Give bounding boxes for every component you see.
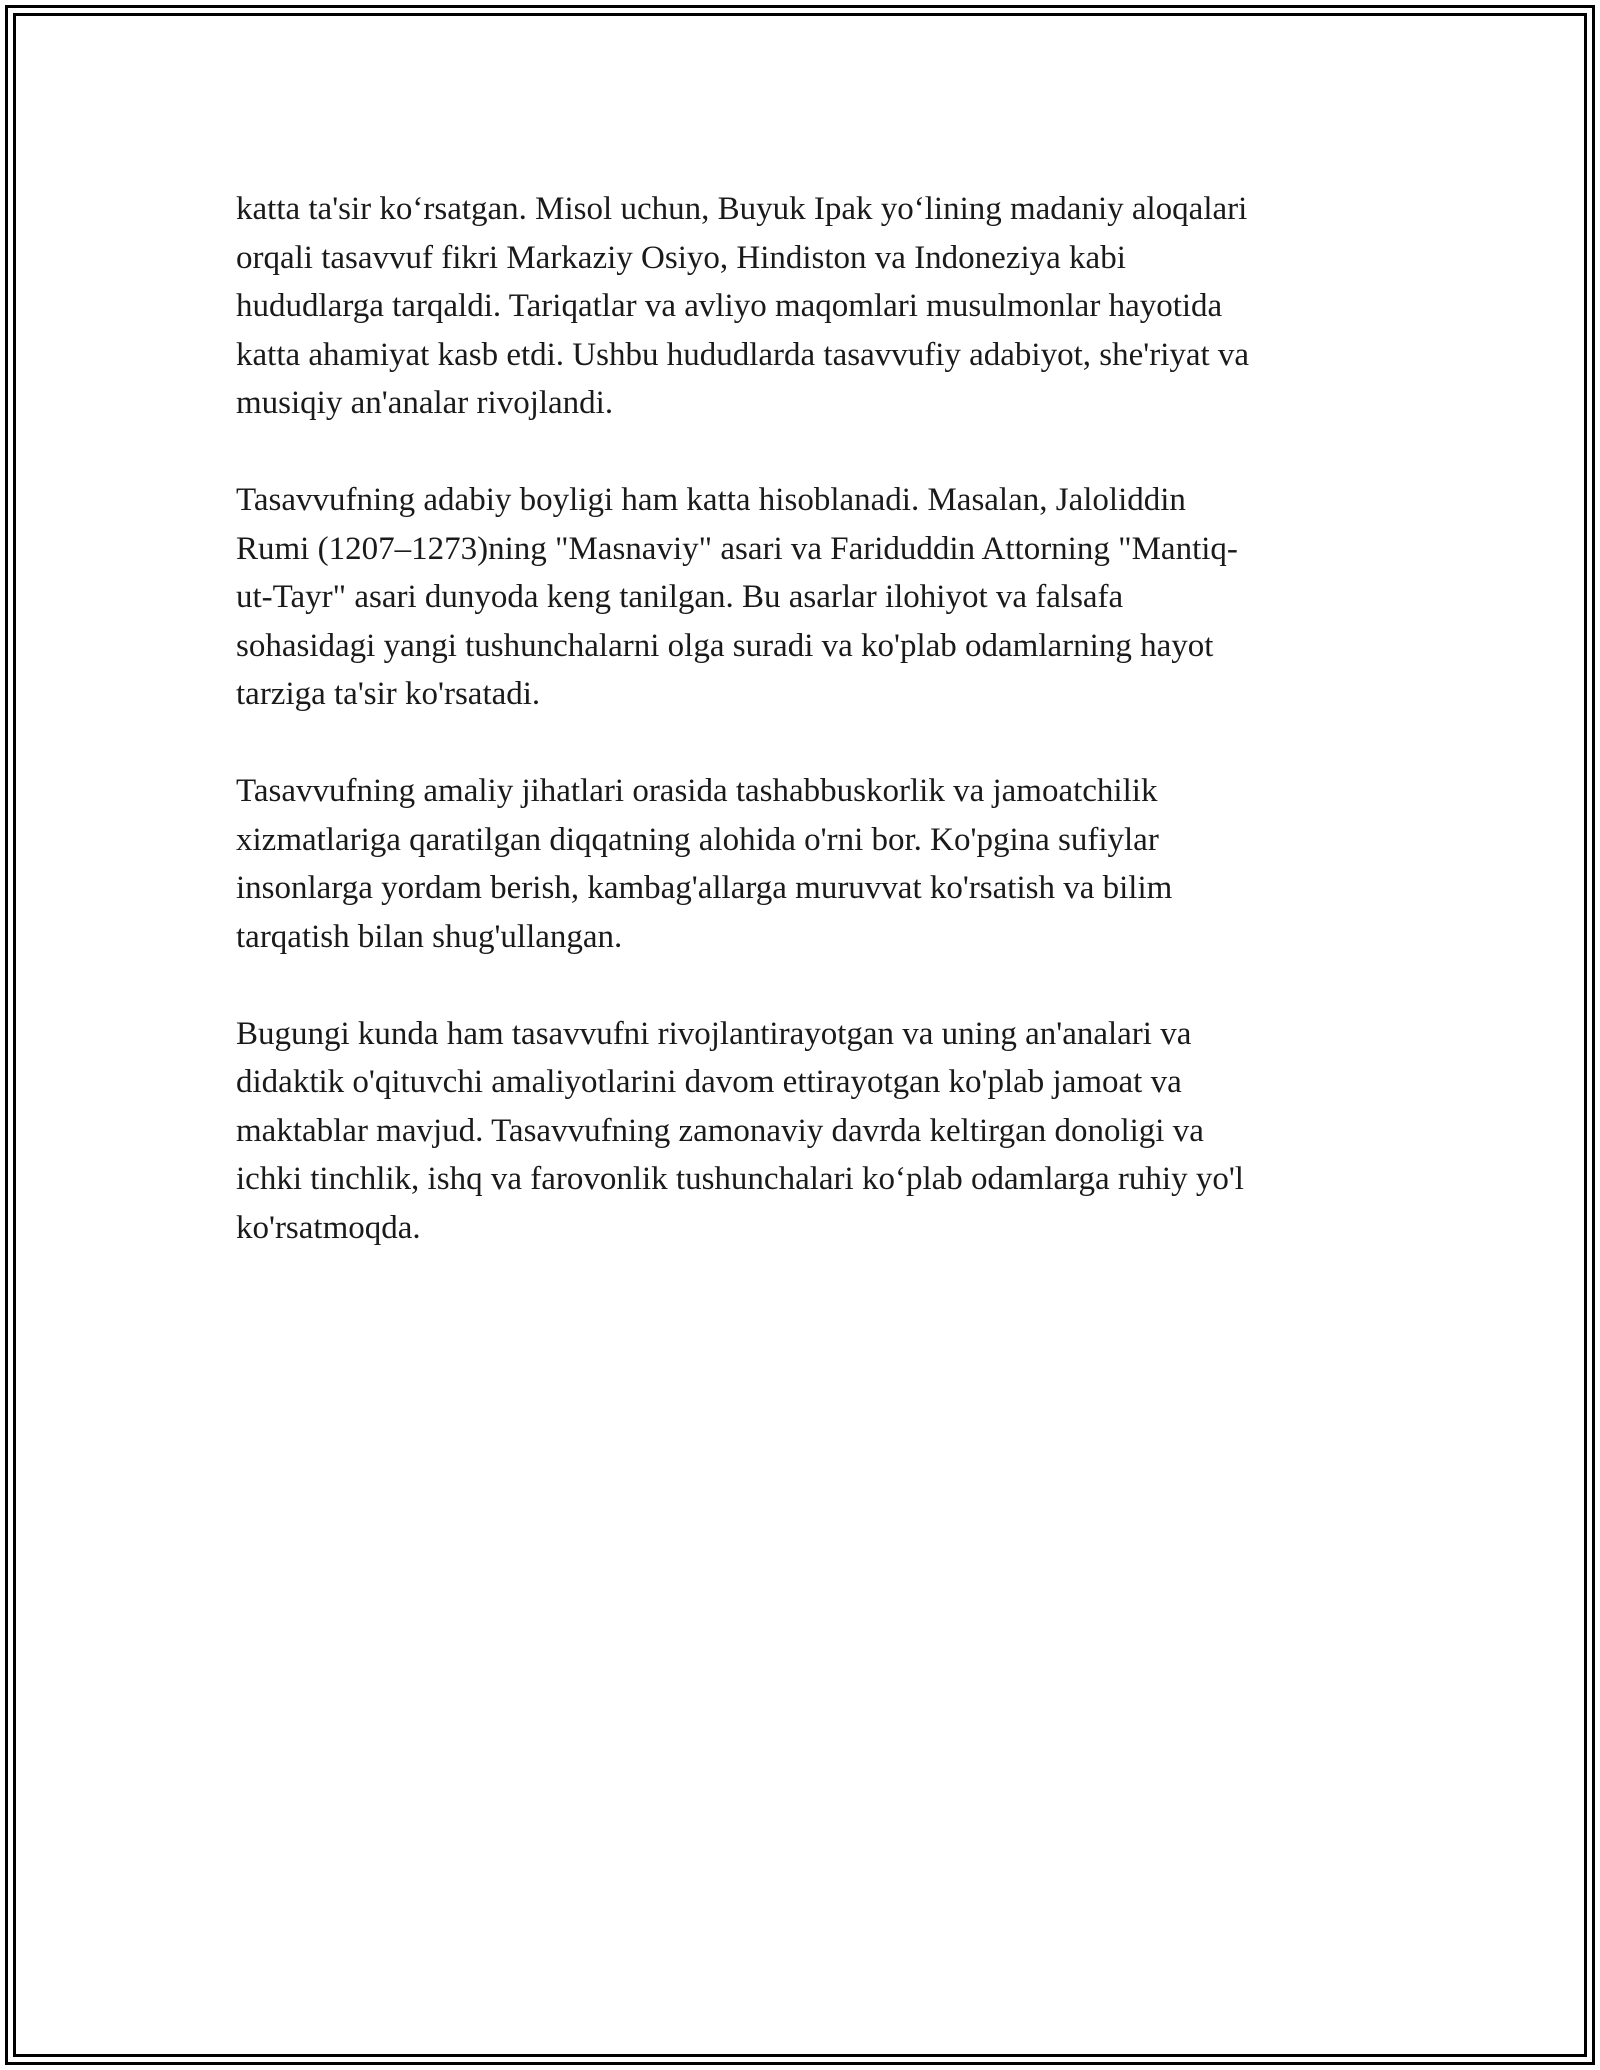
- text-line: katta ta'sir ko‘rsatgan. Misol uchun, Buyuk Ipak yo‘lining madaniy aloqalari: [236, 191, 1248, 227]
- document-body: [236, 185, 1376, 1301]
- text-line: xizmatlariga qaratilgan diqqatning alohida o'rni bor. Ko'pgina sufiylar: [236, 821, 1159, 858]
- text-line: ko'rsatmoqda.: [236, 1209, 421, 1246]
- text-line: ut-Tayr" asari dunyoda keng tanilgan. Bu asarlar ilohiyot va falsafa: [236, 579, 1124, 615]
- text-line: katta ahamiyat kasb etdi. Ushbu hududlarda tasavvufiy adabiyot, she'riyat va: [236, 336, 1250, 373]
- text-line: tarqatish bilan shug'ullangan.: [236, 918, 623, 955]
- text-line: insonlarga yordam berish, kambag'allarga muruvvat ko'rsatish va bilim: [236, 870, 1173, 906]
- text-line: sohasidagi yangi tushunchalarni olga suradi va ko'plab odamlarning hayot: [236, 627, 1214, 664]
- text-line: didaktik o'qituvchi amaliyotlarini davom ettirayotgan ko'plab jamoat va: [236, 1064, 1182, 1100]
- text-line: Tasavvufning amaliy jihatlari orasida tashabbuskorlik va jamoatchilik: [236, 773, 1158, 809]
- paragraph-3: [236, 767, 1376, 961]
- text-line: Bugungi kunda ham tasavvufni rivojlantirayotgan va uning an'analari va: [236, 1015, 1192, 1052]
- text-line: hududlarga tarqaldi. Tariqatlar va avliyo maqomlari musulmonlar hayotida: [236, 288, 1223, 324]
- text-line: Tasavvufning adabiy boyligi ham katta hisoblanadi. Masalan, Jaloliddin: [236, 482, 1186, 518]
- text-line: ichki tinchlik, ishq va farovonlik tushunchalari ko‘plab odamlarga ruhiy yo'l: [236, 1161, 1244, 1197]
- text-line: orqali tasavvuf fikri Markaziy Osiyo, Hindiston va Indoneziya kabi: [236, 239, 1126, 276]
- paragraph-1: [236, 185, 1376, 428]
- paragraph-2: [236, 476, 1376, 719]
- text-line: musiqiy an'analar rivojlandi.: [236, 385, 614, 421]
- text-line: maktablar mavjud. Tasavvufning zamonaviy davrda keltirgan donoligi va: [236, 1112, 1204, 1149]
- text-line: tarziga ta'sir ko'rsatadi.: [236, 676, 541, 712]
- paragraph-4: [236, 1010, 1376, 1253]
- text-line: Rumi (1207–1273)ning "Masnaviy" asari va Fariduddin Attorning "Mantiq-: [236, 530, 1238, 567]
